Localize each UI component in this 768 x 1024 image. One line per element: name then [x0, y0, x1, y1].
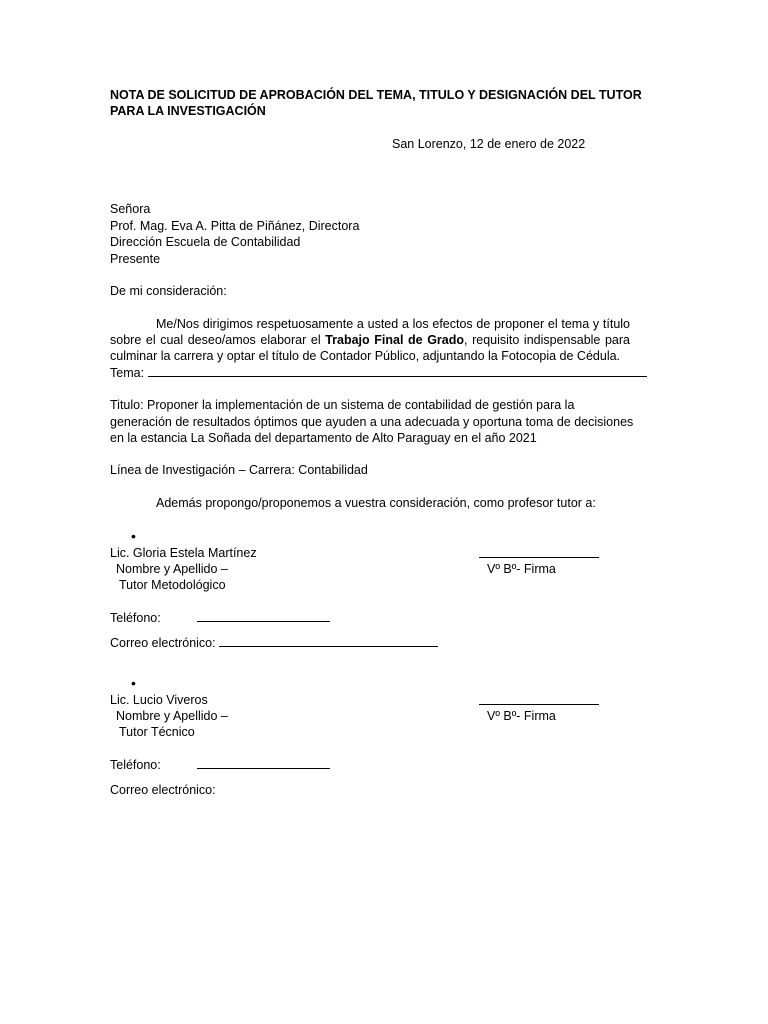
tutor-1-phone-label: Teléfono:: [110, 611, 161, 625]
tutor-1-email: [110, 635, 438, 651]
body-line-3: culminar la carrera y optar el título de Contador Público, adjuntando la Fotocopia de Cédula.: [110, 349, 621, 363]
titulo-line-2: generación de resultados óptimos que ayuden a una adecuada y oportuna toma de decisiones: [110, 414, 634, 429]
tutor-1-signature-label: Vº Bº- Firma: [487, 562, 556, 576]
tutor-1-role: Tutor Metodológico: [119, 578, 226, 592]
tutor-2-phone: [110, 757, 330, 773]
tutor-2-phone-blank: [197, 757, 330, 769]
recipient-salutation: Señora: [110, 202, 151, 216]
recipient-presente: Presente: [110, 251, 161, 266]
tutor-2-phone-label: Teléfono:: [110, 758, 161, 772]
titulo-line-1: Titulo: Proponer la implementación de un sistema de contabilidad de gestión para la: [110, 398, 575, 412]
tema-label: Tema:: [110, 366, 145, 380]
titulo-line-3: en la estancia La Soñada del departamento de Alto Paraguay en el año 2021: [110, 431, 537, 445]
tutor-2-bullet: •: [131, 675, 136, 691]
tema-line: [110, 365, 647, 381]
linea-investigacion: Línea de Investigación – Carrera: Contabilidad: [110, 463, 368, 477]
tutor-2-email-label: Correo electrónico:: [110, 783, 216, 797]
recipient-name: Prof. Mag. Eva A. Pitta de Piñánez, Directora: [110, 218, 360, 233]
tutor-1-phone-blank: [197, 610, 330, 622]
greeting: De mi consideración:: [110, 284, 227, 298]
tutor-2-email: [110, 782, 216, 798]
tema-blank-line: [148, 365, 647, 377]
trabajo-final-emphasis: Trabajo Final de Grado: [325, 333, 465, 347]
tutor-2-role: Tutor Técnico: [119, 725, 195, 739]
tutor-1-phone: [110, 610, 330, 626]
body-line-2-pre: sobre el cual deseo/amos elaborar el: [110, 333, 326, 347]
tutor-1-email-label: Correo electrónico:: [110, 636, 216, 650]
recipient-block: [110, 201, 359, 267]
tutor-2-signature-label: Vº Bº- Firma: [487, 709, 556, 723]
titulo-block: [110, 397, 633, 447]
body-line-2: [110, 332, 630, 348]
tutor-1-name: Lic. Gloria Estela Martínez: [110, 546, 257, 560]
body-line-1: Me/Nos dirigimos respetuosamente a usted a los efectos de proponer el tema y título: [156, 317, 630, 331]
tutor-2-name-label: Nombre y Apellido –: [116, 709, 228, 723]
tutor-1-bullet: •: [131, 528, 136, 544]
propuesta-text: Además propongo/proponemos a vuestra consideración, como profesor tutor a:: [156, 496, 596, 510]
tutor-1-signature-line: [479, 546, 599, 562]
body-line-2-post: , requisito indispensable para: [464, 333, 630, 347]
tutor-1-email-blank: [219, 635, 438, 647]
body-paragraph: [110, 316, 630, 364]
recipient-department: Dirección Escuela de Contabilidad: [110, 235, 301, 249]
document-title: NOTA DE SOLICITUD DE APROBACIÓN DEL TEMA, TITULO Y DESIGNACIÓN DEL TUTOR PARA LA INVESTIGACIÓN: [110, 88, 642, 118]
tutor-2-signature-line: [479, 693, 599, 709]
document-date: San Lorenzo, 12 de enero de 2022: [392, 137, 586, 151]
tutor-1-name-label: Nombre y Apellido –: [116, 562, 228, 576]
tutor-2-name: Lic. Lucio Viveros: [110, 693, 208, 707]
